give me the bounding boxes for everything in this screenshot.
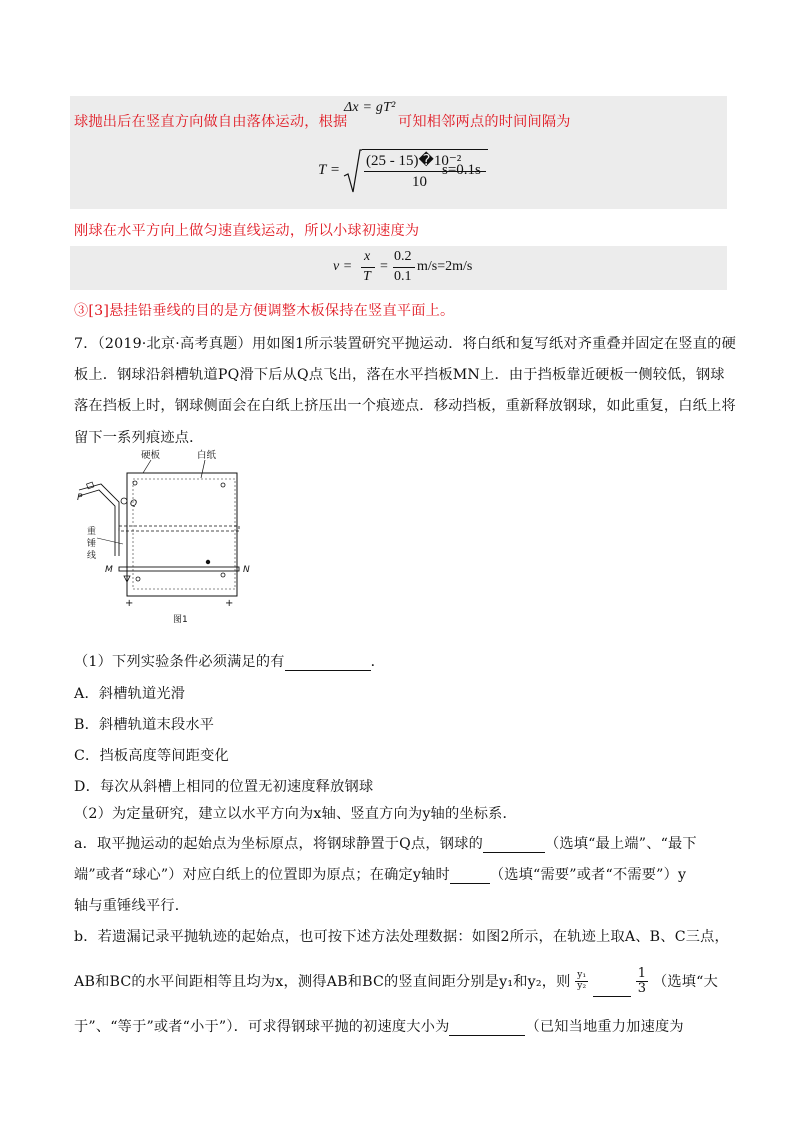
white-paper: [133, 479, 235, 589]
slope-track: [79, 484, 119, 556]
formula-v-lhs: v =: [333, 259, 353, 274]
part2-a-line-2-post: （选填“需要”或者“不需要”）y: [489, 867, 687, 883]
part2-a-line-1-post: （选填“最上端”、“最下: [544, 836, 697, 852]
part2-b-line-2-post: （选填“大: [652, 973, 718, 990]
part2-b-line-1: b．若遗漏记录平抛轨迹的起始点，也可按下述方法处理数据：如图2所示，在轨迹上取A、B、C三点，: [74, 929, 729, 945]
answer-blank-5[interactable]: [449, 1021, 525, 1036]
label-plumb-3: 线: [87, 551, 97, 561]
formula-v-x: x: [364, 249, 371, 264]
solution-text-1a: [74, 111, 347, 131]
frac-bar-2: [393, 267, 415, 268]
label-M: M: [105, 565, 113, 575]
label-N: N: [243, 565, 250, 575]
option-d[interactable]: D．每次从斜槽上相同的位置无初速度释放钢球: [74, 779, 374, 795]
part2-a-line-1-pre: a．取平抛运动的起始点为坐标原点，将钢球静置于Q点，钢球的: [74, 836, 483, 852]
svg-text:+: +: [125, 598, 134, 609]
answer-blank-3[interactable]: [450, 869, 490, 884]
part2-b-line-3-pre: 于”、“等于”或者“小于”）．可求得钢球平抛的初速度大小为: [74, 1019, 450, 1035]
solution-text-2: 刚球在水平方向上做匀速直线运动，所以小球初速度为: [74, 223, 420, 239]
formula-v-T: T: [363, 269, 371, 284]
answer-blank-1[interactable]: [285, 656, 371, 671]
solution-text-1b: 可知相邻两点的时间间隔为: [398, 114, 571, 130]
formula-T-num: (25 - 15)�10⁻²: [366, 153, 462, 169]
formula-T-den: 10: [412, 174, 427, 190]
part2-b-line-2-pre: AB和BC的水平间距相等且均为x，测得AB和BC的竖直间距分别是y₁和y₂，则: [74, 973, 571, 990]
label-plumb-1: 重: [87, 527, 97, 537]
figure-caption: 图1: [173, 615, 188, 625]
fraction-y1-y2: [575, 971, 588, 992]
formula-delta-x: Δx = gT²: [344, 100, 396, 115]
part2-a-line-2-pre: 端”或者“球心”）对应白纸上的位置即为原点；在确定y轴时: [74, 867, 450, 883]
solution-text-1a-part: 球抛出后在竖直方向做自由落体运动，根据: [74, 114, 348, 130]
part2-b-line-3-post: （已知当地重力加速度为: [525, 1019, 684, 1035]
q7-line-3: 落在挡板上时，钢球侧面会在白纸上挤压出一个痕迹点．移动挡板，重新释放钢球，如此重复，白纸上将: [74, 398, 736, 414]
option-c[interactable]: C．挡板高度等间距变化: [74, 748, 229, 764]
svg-text:+: +: [225, 598, 234, 609]
q7-line-4: 留下一系列痕迹点．: [74, 430, 204, 446]
formula-T-rhs: s=0.1s: [442, 162, 481, 178]
part2-b-line-2: [74, 967, 718, 997]
answer-blank-2[interactable]: [483, 838, 545, 853]
sqrt-bar: [362, 149, 488, 150]
formula-v-eq: =: [380, 259, 388, 274]
q7-line-1: 7．（2019·北京·高考真题）用如图1所示装置研究平抛运动．将白纸和复写纸对齐重叠并固定在竖直的硬: [74, 336, 736, 352]
part2-a-line-2: [74, 864, 686, 884]
sqrt-sign: [342, 148, 362, 196]
option-a[interactable]: A．斜槽轨道光滑: [74, 686, 186, 702]
part2-b-line-3: [74, 1016, 684, 1036]
label-board: 硬板: [141, 450, 161, 461]
label-P: P: [77, 493, 83, 503]
baffle-MN: [119, 567, 239, 571]
option-b[interactable]: B．斜槽轨道末段水平: [74, 717, 215, 733]
formula-v-rhs: m/s=2m/s: [417, 259, 473, 274]
figure-1: [75, 448, 250, 628]
formula-v-num: 0.2: [394, 249, 412, 264]
part2-a-line-3: 轴与重锤线平行．: [74, 898, 190, 914]
frac-bar-1: [361, 267, 375, 268]
fraction-one-third: [636, 967, 648, 997]
part2-a-line-1: [74, 833, 697, 853]
label-Q: Q: [130, 499, 138, 509]
formula-v-den: 0.1: [394, 269, 412, 284]
part2-intro: （2）为定量研究，建立以水平方向为x轴、竖直方向为y轴的坐标系．: [74, 806, 517, 822]
part1-question-text: （1）下列实验条件必须满足的有: [74, 654, 285, 670]
upper-baffle: [119, 526, 239, 531]
solution-text-3: ③[3]悬挂铅垂线的目的是方便调整木板保持在竖直平面上。: [74, 303, 455, 319]
fraction-y1: y₁: [577, 970, 587, 981]
fraction-1: 1: [637, 966, 647, 981]
hard-board: [127, 473, 237, 596]
label-paper: 白纸: [197, 450, 217, 461]
part1-period: ．: [370, 654, 386, 670]
fraction-3: 3: [637, 981, 647, 997]
formula-T-lhs: T =: [318, 162, 340, 178]
answer-blank-4[interactable]: [593, 981, 631, 996]
fraction-y2: y₂: [577, 981, 587, 992]
label-plumb-2: 锤: [87, 539, 97, 549]
q7-line-2: 板上．钢球沿斜槽轨道PQ滑下后从Q点飞出，落在水平挡板MN上．由于挡板靠近硬板一侧较低，钢球: [74, 367, 725, 383]
part1-question: [74, 651, 385, 671]
